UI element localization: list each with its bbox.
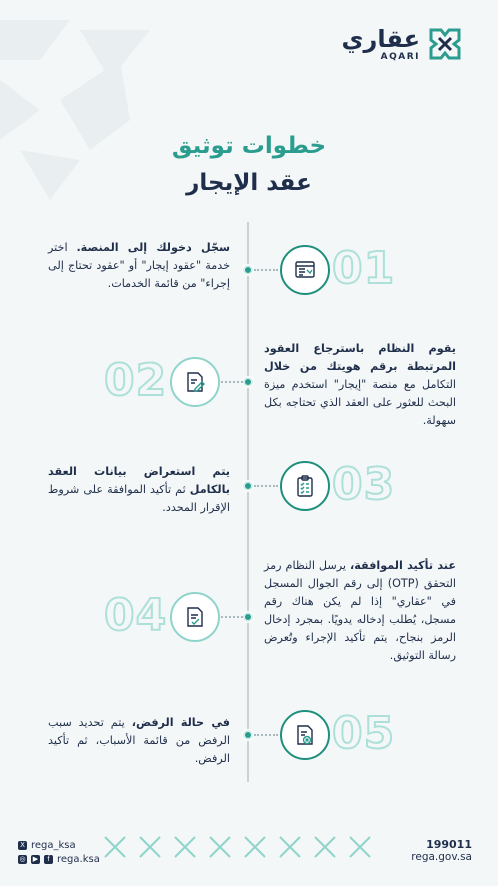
step-5-text — [48, 714, 230, 768]
step-2-number: 02 — [104, 355, 168, 406]
footer-social-row-2[interactable] — [18, 852, 100, 866]
connector-2 — [221, 381, 243, 383]
document-reject-icon — [293, 723, 317, 747]
step-2-body: التكامل مع منصة "إيجار" استخدم ميزة البحث للعثور على العقد الذي تحتاجه بكل سهولة. — [264, 378, 456, 427]
footer-social-row-1[interactable] — [18, 838, 100, 852]
connector-5 — [254, 734, 278, 736]
brand-name-arabic: عقاري — [341, 25, 420, 53]
step-1-node — [280, 245, 330, 295]
clipboard-checklist-icon — [293, 474, 317, 498]
step-3-number: 03 — [332, 459, 396, 510]
timeline-dot-2 — [243, 377, 253, 387]
brand-logo — [342, 26, 463, 62]
page-title-line-1: خطوات توثيق — [171, 133, 327, 159]
x-icon: X — [18, 841, 27, 850]
step-4-bold: عند تأكيد الموافقة، — [350, 559, 457, 572]
document-edit-icon — [183, 370, 207, 394]
step-3-text — [48, 463, 230, 517]
step-1-body: اختر خدمة "عقود إيجار" أو "عقود تحتاج إلى إجراء" من قائمة الخدمات. — [48, 241, 230, 290]
step-2-text — [264, 340, 456, 430]
facebook-icon: f — [44, 855, 53, 864]
step-4-body: يرسل النظام رمز التحقق (OTP) إلى رقم الجوال المسجل في "عقاري" إذا لم يكن هناك رقم مسجل، يُطلب إدخاله يدويًا. بمجرد إدخال الرمز بنجاح، يتم تأكيد الإجراء وتُعرض رسالة التوثيق. — [264, 559, 456, 662]
footer-contact — [411, 838, 472, 863]
step-1-bold: سجّل دخولك إلى المنصة. — [76, 241, 231, 254]
social-handle-others: rega.ksa — [57, 853, 100, 865]
youtube-icon: ▶ — [32, 854, 39, 863]
step-5-node — [280, 710, 330, 760]
step-5-body: يتم تحديد سبب الرفض من قائمة الأسباب، ثم تأكيد الرفض. — [48, 716, 230, 765]
brand-name-english: AQARI — [380, 52, 420, 62]
instagram-icon: ◎ — [19, 854, 26, 863]
step-1-number: 01 — [332, 243, 396, 294]
timeline-dot-5 — [243, 730, 253, 740]
connector-4 — [221, 616, 243, 618]
contract-browser-icon — [293, 258, 317, 282]
step-1-text — [48, 239, 230, 293]
step-3-body: ثم تأكيد الموافقة على شروط الإقرار المحدد. — [48, 483, 230, 514]
page-title-line-2: عقد الإيجار — [186, 170, 312, 196]
step-2-node — [170, 357, 220, 407]
step-5-bold: في حالة الرفض، — [131, 716, 230, 729]
timeline-line — [247, 222, 249, 782]
step-2-bold: يقوم النظام باسترجاع العقود المرتبطة برقم هويتك من خلال — [264, 342, 456, 373]
connector-1 — [254, 269, 278, 271]
timeline-dot-1 — [243, 265, 253, 275]
step-5-number: 05 — [332, 708, 396, 759]
footer-phone[interactable]: 199011 — [426, 838, 472, 851]
social-handle-x: rega_ksa — [31, 839, 76, 851]
step-3-node — [280, 461, 330, 511]
footer-social — [18, 838, 100, 866]
aqari-logo-icon — [428, 27, 462, 61]
document-check-icon — [183, 605, 207, 629]
step-3-bold: يتم استعراض بيانات العقد بالكامل — [48, 465, 230, 496]
timeline-dot-4 — [243, 612, 253, 622]
timeline-dot-3 — [243, 481, 253, 491]
connector-3 — [254, 485, 278, 487]
step-4-number: 04 — [104, 590, 168, 641]
step-4-text — [264, 557, 456, 665]
step-4-node — [170, 592, 220, 642]
footer-pattern — [100, 832, 400, 862]
footer-website[interactable]: rega.gov.sa — [411, 851, 472, 863]
